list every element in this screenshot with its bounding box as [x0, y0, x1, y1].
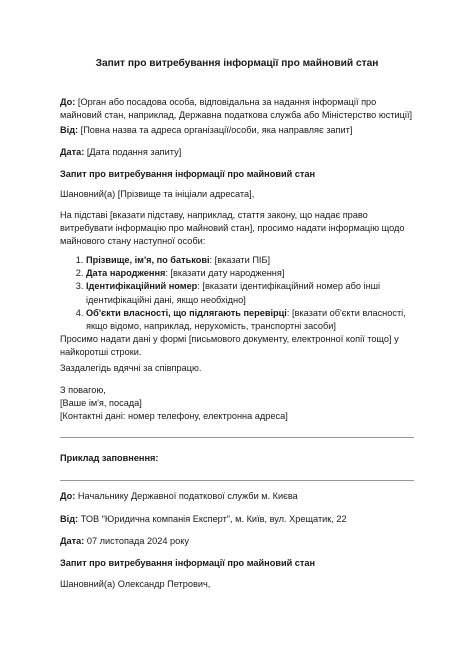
from-paragraph [60, 124, 416, 137]
greeting: Шановний(а) [Прізвище та ініціали адресата], [60, 189, 255, 199]
to-label: До: [60, 97, 76, 107]
request-form-paragraph: Просимо надати дані у формі [письмового документу, електронної копії тощо] у найкоротші строки. [60, 334, 399, 358]
list-item-text: : [вказати дату народження] [165, 268, 285, 279]
example-to-paragraph [60, 490, 416, 503]
list-item [86, 254, 416, 267]
list-item-text: : [вказати об'єкти власності, якщо відомо, наприклад, нерухомість, транспортні засоби] [86, 307, 406, 332]
date-text: [Дата подання запиту] [84, 147, 182, 157]
list-item-label: Дата народження [86, 268, 166, 279]
person-details-list [60, 254, 416, 333]
signature-block [60, 384, 416, 424]
example-to-label: До: [60, 491, 76, 501]
from-label: Від: [60, 125, 79, 135]
name-line: [Ваше ім'я, посада] [60, 398, 142, 409]
to-text: [Орган або посадова особа, відповідальна за надання інформації про майновий стан, наприклад, Державна податкова служба або Міністерство юстиції] [60, 97, 413, 121]
to-paragraph [60, 96, 416, 122]
from-text: [Повна назва та адреса організації/особи, яка направляє запит] [78, 125, 353, 135]
divider [60, 437, 414, 438]
example-from-paragraph [60, 513, 416, 526]
list-item [86, 307, 416, 333]
list-item-text: : [вказати ідентифікаційний номер або інші ідентифікаційні дані, якщо необхідно] [86, 281, 381, 305]
example-date-paragraph [60, 535, 416, 548]
intro-paragraph: На підставі [вказати підставу, наприклад, стаття закону, що надає право витребувати інформацію про майновий стан], просимо надати інформацію щодо майнового стану наступної особи: [60, 210, 405, 247]
example-heading: Приклад заповнення: [60, 453, 159, 463]
divider [60, 480, 414, 481]
list-item-text: : [вказати ПІБ] [209, 255, 271, 265]
list-item-label: Ідентифікаційний номер [86, 281, 198, 292]
example-date-label: Дата: [60, 536, 85, 546]
regards-line: З повагою, [60, 385, 106, 395]
example-subject-heading: Запит про витребування інформації про майновий стан [60, 558, 316, 568]
list-item-label: Прізвище, ім'я, по батькові [86, 255, 210, 265]
example-to-text: Начальнику Державної податкової служби м. Києва [75, 491, 298, 501]
thanks-paragraph: Заздалегідь вдячні за співпрацю. [60, 363, 202, 373]
example-from-label: Від: [60, 514, 79, 524]
list-item-label: Об'єкти власності, що підлягають перевірці [86, 307, 287, 318]
example-greeting: Шановний(а) Олександр Петрович, [60, 579, 211, 589]
list-item [86, 280, 416, 306]
date-label: Дата: [60, 147, 85, 157]
list-item [86, 267, 416, 280]
example-date-text: 07 листопада 2024 року [84, 536, 189, 546]
date-paragraph [60, 146, 416, 159]
document-title: Запит про витребування інформації про майновий стан [95, 58, 379, 69]
subject-heading: Запит про витребування інформації про майновий стан [60, 169, 316, 179]
contacts-line: [Контактні дані: номер телефону, електронна адреса] [60, 411, 288, 422]
example-from-text: ТОВ "Юридична компанія Експерт", м. Київ, вул. Хрещатик, 22 [78, 514, 347, 524]
